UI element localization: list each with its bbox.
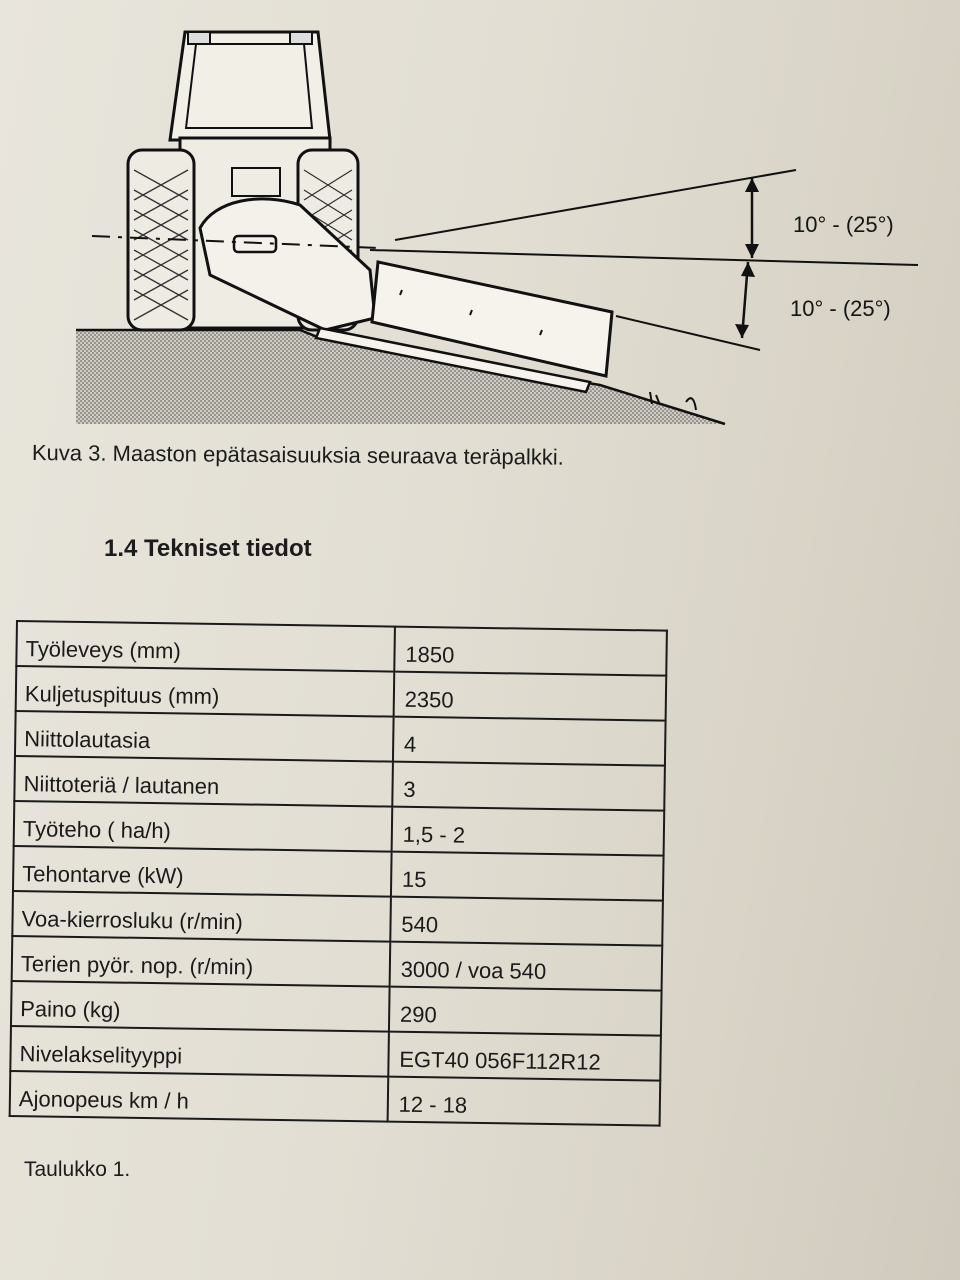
angle-lower-label: 10° - (25°) xyxy=(790,296,891,321)
spec-value: EGT40 056F112R12 xyxy=(388,1032,661,1081)
spec-label: Kuljetuspituus (mm) xyxy=(16,666,394,717)
spec-label: Työteho ( ha/h) xyxy=(14,801,392,852)
spec-label: Työleveys (mm) xyxy=(16,621,394,672)
spec-value: 4 xyxy=(393,717,666,766)
spec-label: Terien pyör. nop. (r/min) xyxy=(12,936,390,987)
section-title: 1.4 Tekniset tiedot xyxy=(104,535,312,562)
spec-value: 1,5 - 2 xyxy=(391,807,664,856)
table-caption: Taulukko 1. xyxy=(24,1158,131,1181)
spec-value: 15 xyxy=(391,852,664,901)
spec-label: Niittoteriä / lautanen xyxy=(14,756,392,807)
spec-value: 290 xyxy=(389,987,662,1036)
angle-upper-label: 10° - (25°) xyxy=(793,212,894,237)
tractor-mower-figure xyxy=(0,0,960,440)
spec-value: 2350 xyxy=(393,672,666,721)
spec-value: 12 - 18 xyxy=(387,1077,660,1126)
spec-label: Tehontarve (kW) xyxy=(13,846,391,897)
spec-label: Paino (kg) xyxy=(11,981,389,1032)
spec-label: Voa-kierrosluku (r/min) xyxy=(12,891,390,942)
spec-label: Niittolautasia xyxy=(15,711,393,762)
spec-value: 1850 xyxy=(394,627,667,676)
spec-value: 3000 / voa 540 xyxy=(389,942,662,991)
spec-label: Nivelakselityyppi xyxy=(10,1026,388,1077)
technical-specs-table xyxy=(9,620,668,1127)
spec-label: Ajonopeus km / h xyxy=(10,1071,388,1122)
table-row xyxy=(10,1071,661,1126)
spec-value: 540 xyxy=(390,897,663,946)
figure-caption: Kuva 3. Maaston epätasaisuuksia seuraava teräpalkki. xyxy=(31,440,564,470)
spec-value: 3 xyxy=(392,762,665,811)
